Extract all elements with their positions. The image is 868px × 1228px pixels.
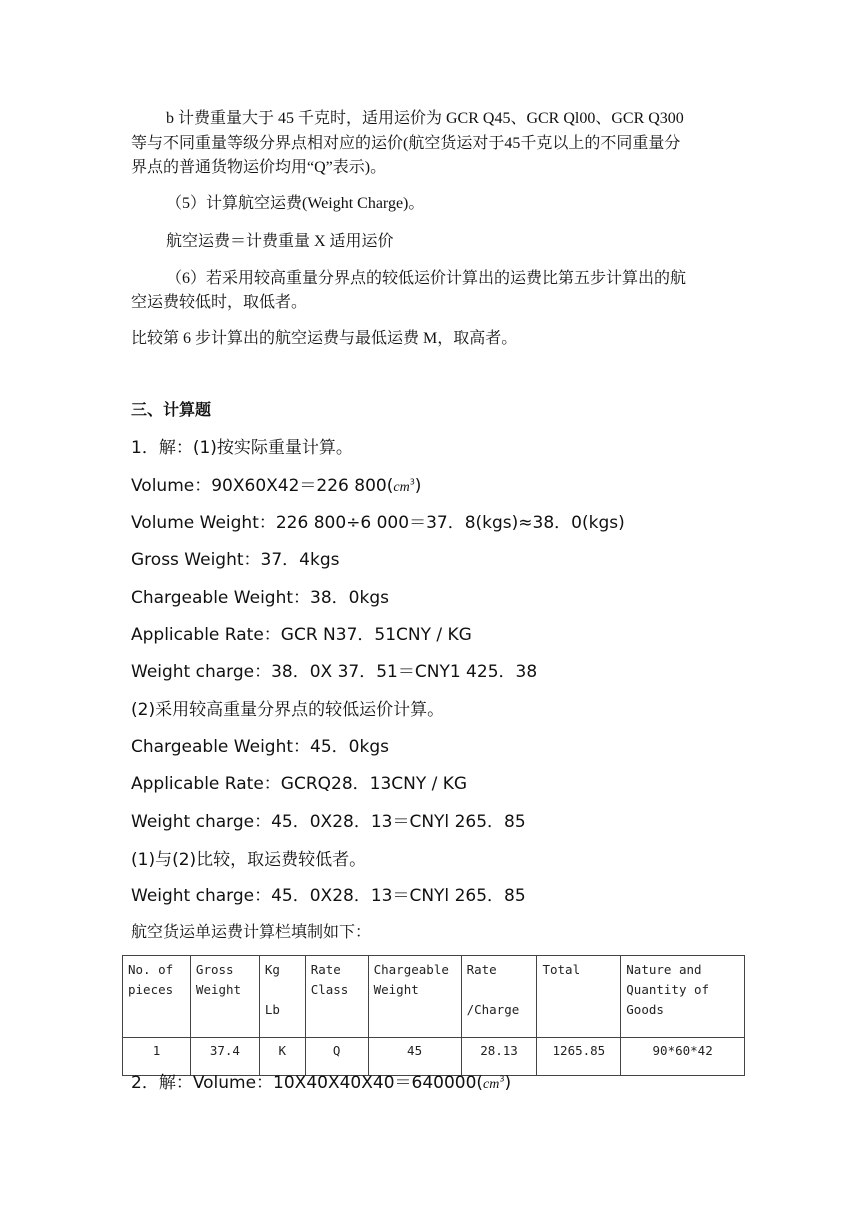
cell-rate-class: Q [305, 1038, 368, 1076]
header-rate-charge: Rate /Charge [461, 956, 537, 1038]
weight-charge-2: Weight charge：45．0X28．13＝CNYl 265．85 [131, 812, 526, 832]
step-6-line-2: 空运费较低时，取低者。 [131, 294, 308, 311]
q1-title: 1．解：(1)按实际重量计算。 [131, 438, 353, 458]
step-6-line-1: （6）若采用较高重量分界点的较低运价计算出的运费比第五步计算出的航 [166, 270, 687, 287]
chargeable-weight-1: Chargeable Weight：38．0kgs [131, 588, 389, 608]
header-rate-class: Rate Class [305, 956, 368, 1038]
header-total: Total [537, 956, 621, 1038]
cell-rate-charge: 28.13 [461, 1038, 537, 1076]
table-header-row [123, 956, 745, 1038]
compare-result: (1)与(2)比较，取运费较低者。 [131, 850, 367, 870]
volume-line [131, 471, 421, 496]
compare-step: 比较第 6 步计算出的航空运费与最低运费 M，取高者。 [131, 330, 518, 347]
step-5: （5）计算航空运费(Weight Charge)。 [166, 195, 425, 212]
gross-weight: Gross Weight：37．4kgs [131, 550, 340, 570]
q2-volume-text: 2．解：Volume：10X40X40X40＝640000( [131, 1073, 484, 1093]
cell-kg-lb: K [259, 1038, 305, 1076]
weight-charge-final: Weight charge：45．0X28．13＝CNYl 265．85 [131, 886, 526, 906]
cell-chargeable-weight: 45 [368, 1038, 461, 1076]
weight-charge-1: Weight charge：38．0X 37．51＝CNY1 425．38 [131, 662, 538, 682]
cell-nature-goods: 90*60*42 [621, 1038, 745, 1076]
applicable-rate-2: Applicable Rate：GCRQ28．13CNY / KG [131, 774, 468, 794]
header-nature-quantity-goods: Nature and Quantity of Goods [621, 956, 745, 1038]
q2-unit-cm: cm [483, 1077, 500, 1092]
b-item-line-3: 界点的普通货物运价均用“Q”表示)。 [131, 159, 387, 176]
cell-total: 1265.85 [537, 1038, 621, 1076]
unit-exponent: 3 [409, 477, 415, 487]
cell-gross-weight: 37.4 [190, 1038, 259, 1076]
volume-close: ) [414, 476, 422, 496]
header-gross-weight: Gross Weight [190, 956, 259, 1038]
freight-formula: 航空运费＝计费重量 X 适用运价 [166, 233, 394, 250]
unit-cm: cm [393, 480, 410, 495]
volume-weight: Volume Weight：226 800÷6 000＝37．8(kgs)≈38．0(kgs) [131, 513, 625, 533]
header-chargeable-weight: Chargeable Weight [368, 956, 461, 1038]
q2-volume-line [131, 1068, 511, 1093]
cell-pieces: 1 [123, 1038, 191, 1076]
q2-unit-exponent: 3 [499, 1074, 505, 1084]
header-no-of-pieces: No. of pieces [123, 956, 191, 1038]
table-intro: 航空货运单运费计算栏填制如下： [131, 924, 372, 941]
b-item-line-1: b 计费重量大于 45 千克时，适用运价为 GCR Q45、GCR Ql00、GCR Q300 [166, 110, 684, 127]
q1-part-2: (2)采用较高重量分界点的较低运价计算。 [131, 700, 445, 720]
chargeable-weight-2: Chargeable Weight：45．0kgs [131, 737, 389, 757]
b-item-line-2: 等与不同重量等级分界点相对应的运价(航空货运对于45千克以上的不同重量分 [131, 135, 681, 152]
volume-text: Volume：90X60X42＝226 800( [131, 476, 394, 496]
q2-volume-close: ) [504, 1073, 512, 1093]
section-heading: 三、计算题 [131, 402, 212, 419]
header-kg-lb: Kg Lb [259, 956, 305, 1038]
freight-calc-table [122, 955, 745, 1076]
applicable-rate-1: Applicable Rate：GCR N37．51CNY / KG [131, 625, 472, 645]
